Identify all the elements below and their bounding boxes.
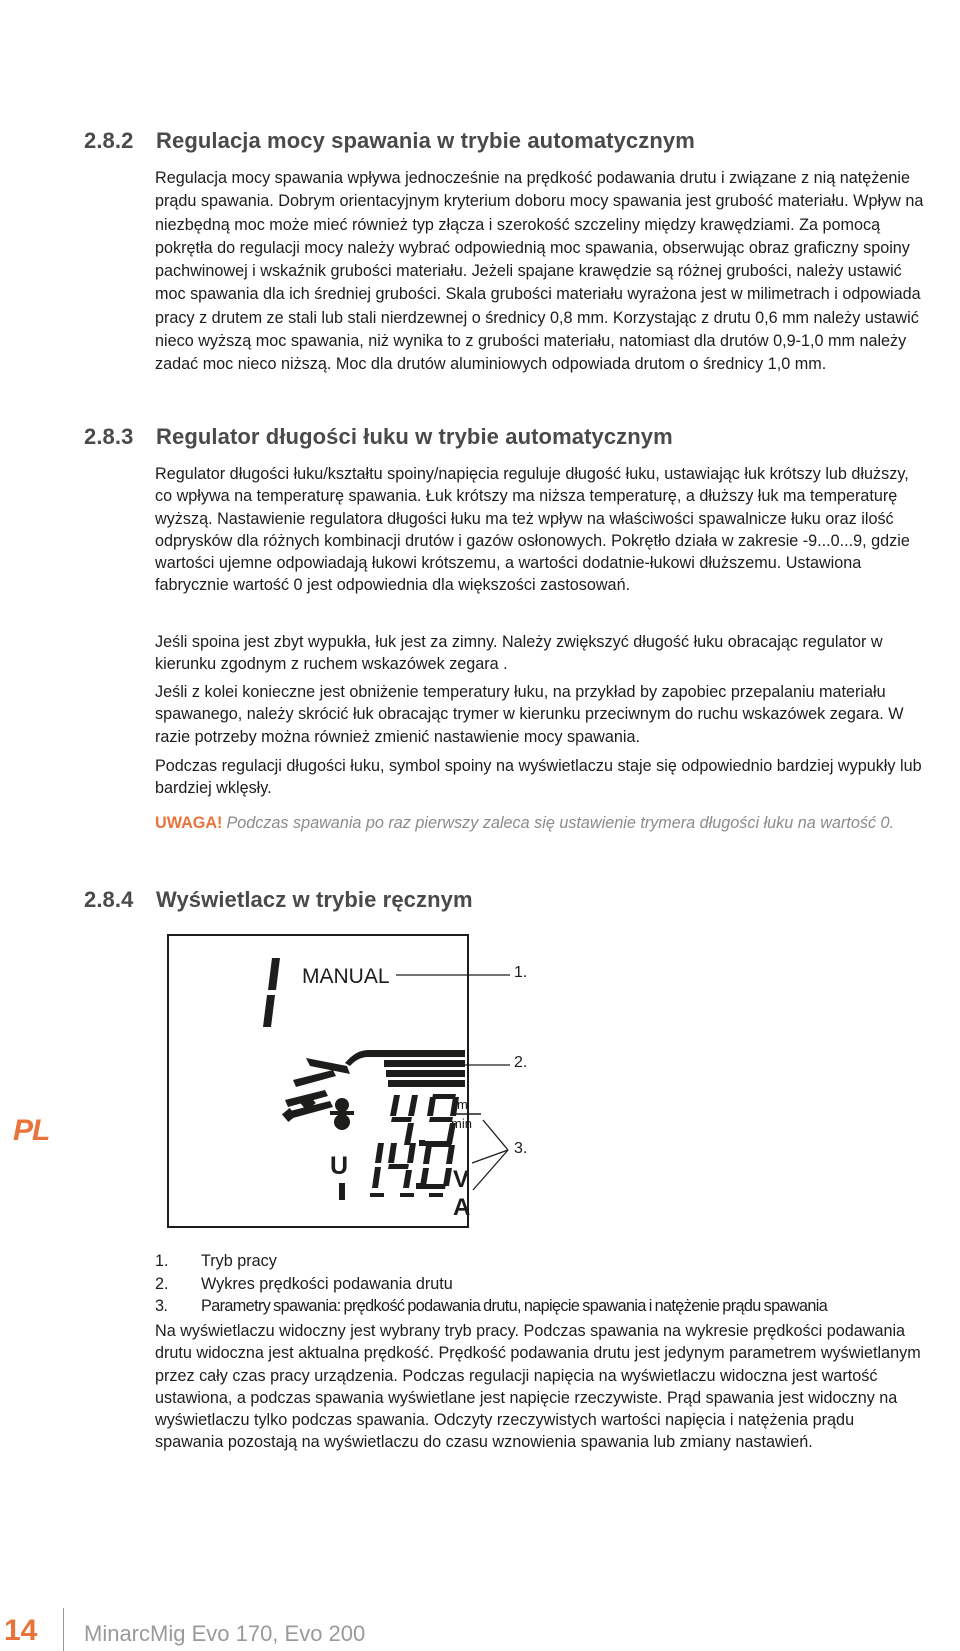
callout-3: 3.: [514, 1140, 528, 1157]
list-item-number: 2.: [155, 1274, 169, 1293]
section-number: 2.8.4: [84, 887, 134, 912]
section-2-8-3-paragraph-3: Jeśli z kolei konieczne jest obniżenie temperatury łuku, na przykład by zapobiec przepalaniu materiału spawanego, należy skrócić łuk obracając trymer w kierunku przeciwnym do ruchu wskazówek zegara. W razie potrzeby można również zmienić nastawienie mocy spawania.: [155, 683, 904, 746]
current-unit: A: [453, 1194, 471, 1221]
wire-feed-graph: [345, 1050, 465, 1087]
current-symbol-bar: [339, 1183, 345, 1200]
wire-speed-value: [390, 1094, 459, 1146]
list-item: [155, 1250, 955, 1273]
footer-title: MinarcMig Evo 170, Evo 200: [84, 1621, 366, 1646]
voltage-symbol: U: [330, 1152, 349, 1180]
list-item-text: Wykres prędkości podawania drutu: [201, 1274, 453, 1293]
language-tab: PL: [13, 1114, 50, 1147]
voltage-value: [372, 1142, 455, 1189]
page-number: 14: [4, 1614, 38, 1647]
list-item: [155, 1273, 955, 1296]
mode-label: MANUAL: [302, 965, 390, 988]
section-2-8-2-paragraph: Regulacja mocy spawania wpływa jednocześnie na prędkość podawania drutu i związane z nią natężenie prądu spawania. Dobrym orientacyjnym kryterium doboru mocy spawania jest grubość materiału. Wpływ na niezbędną moc może mieć również typ złącza i szerokość szczeliny między krawędziami. Za pomocą pokrętła do regulacji mocy należy wybrać odpowiednią moc spawania, obserwując obraz graficzny spoiny pachwinowej i wskaźnik grubości materiału. Jeżeli spajane krawędzie są różnej grubości, należy ustawić moc spawania dla ich średniej grubości. Skala grubości materiału wyrażona jest w milimetrach i odpowiada pracy z drutem ze stali lub stali nierdzewnej o średnicy 0,8 mm. Korzystając z drutu 0,6 mm należy ustawić nieco wyższą moc spawania, niż wynika to z grubości materiału, natomiast dla drutów 0,9-1,0 mm należy zadać moc nieco niższą. Moc dla drutów aluminiowych odpowiada drutom o średnicy 1,0 mm.: [155, 169, 924, 374]
footer-divider: [63, 1608, 64, 1651]
voltage-unit: V: [453, 1166, 470, 1193]
speed-unit-bottom: min: [451, 1116, 472, 1131]
section-2-8-3-paragraph-1: Regulator długości łuku/kształtu spoiny/napięcia reguluje długość łuku, ustawiając łuk krótszy lub dłuższy, co wpływa na temperaturę spawania. Łuk krótszy ma niższa temperaturę, a dłuższy łuk ma temperaturę wyższą. Nastawienie regulatora długości łuku ma też wpływ na właściwości spawalnicze łuku oraz ilość odprysków dla różnych kombinacji drutów i gazów osłonowych. Pokrętło działa w zakresie -9...0...9, gdzie wartości ujemne odpowiadają łukowi krótszemu, a wartości dodatnie-łukowi dłuższemu. Ustawiona fabrycznie wartość 0 jest odpowiednia dla większości zastosowań.: [155, 465, 910, 595]
section-number: 2.8.2: [84, 128, 134, 153]
list-item: [155, 1295, 955, 1318]
section-title: Regulator długości łuku w trybie automatycznym: [156, 424, 673, 449]
display-legend-list: [155, 1250, 955, 1318]
mode-digit-segments: [263, 958, 280, 1027]
list-item-text: Parametry spawania: prędkość podawania drutu, napięcie spawania i natężenie prądu spawania: [201, 1297, 828, 1315]
wire-spool-icon: [330, 1098, 354, 1130]
callout-1: 1.: [514, 964, 528, 981]
list-item-number: 1.: [155, 1252, 169, 1270]
list-item-text: Tryb pracy: [201, 1252, 277, 1270]
callout-2: 2.: [514, 1054, 528, 1071]
warning-text: Podczas spawania po raz pierwszy zaleca się ustawienie trymera długości łuku na wartość 0.: [226, 814, 895, 832]
list-item-number: 3.: [155, 1297, 168, 1315]
speed-unit-top: m: [457, 1097, 468, 1112]
section-title: Regulacja mocy spawania w trybie automatycznym: [156, 128, 695, 153]
current-value-dashes: [370, 1193, 443, 1197]
section-2-8-4-paragraph: Na wyświetlaczu widoczny jest wybrany tryb pracy. Podczas spawania na wykresie prędkości podawania drutu widoczna jest aktualna prędkość. Prędkość podawania drutu jest jedynym parametrem wyświetlanym przez cały czas pracy urządzenia. Podczas regulacji napięcia na wyświetlaczu widoczna jest wartość ustawiona, a podczas spawania wyświetlane jest napięcie rzeczywiste. Prąd spawania jest widoczny na wyświetlaczu tylko podczas spawania. Odczyty rzeczywistych wartości napięcia i natężenia prądu spawania pozostają na wyświetlaczu do czasu wznowienia spawania lub zmiany nastawień.: [155, 1322, 921, 1452]
section-number: 2.8.3: [84, 424, 134, 449]
section-title: Wyświetlacz w trybie ręcznym: [156, 887, 473, 912]
section-2-8-3-paragraph-2: Jeśli spoina jest zbyt wypukła, łuk jest za zimny. Należy zwiększyć długość łuku obracając regulator w kierunku zgodnym z ruchem wskazówek zegara .: [155, 633, 883, 674]
warning-label: UWAGA!: [155, 814, 223, 832]
section-2-8-3-paragraph-4: Podczas regulacji długości łuku, symbol spoiny na wyświetlaczu staje się odpowiednio bardziej wypukły lub bardziej wklęsły.: [155, 757, 922, 798]
